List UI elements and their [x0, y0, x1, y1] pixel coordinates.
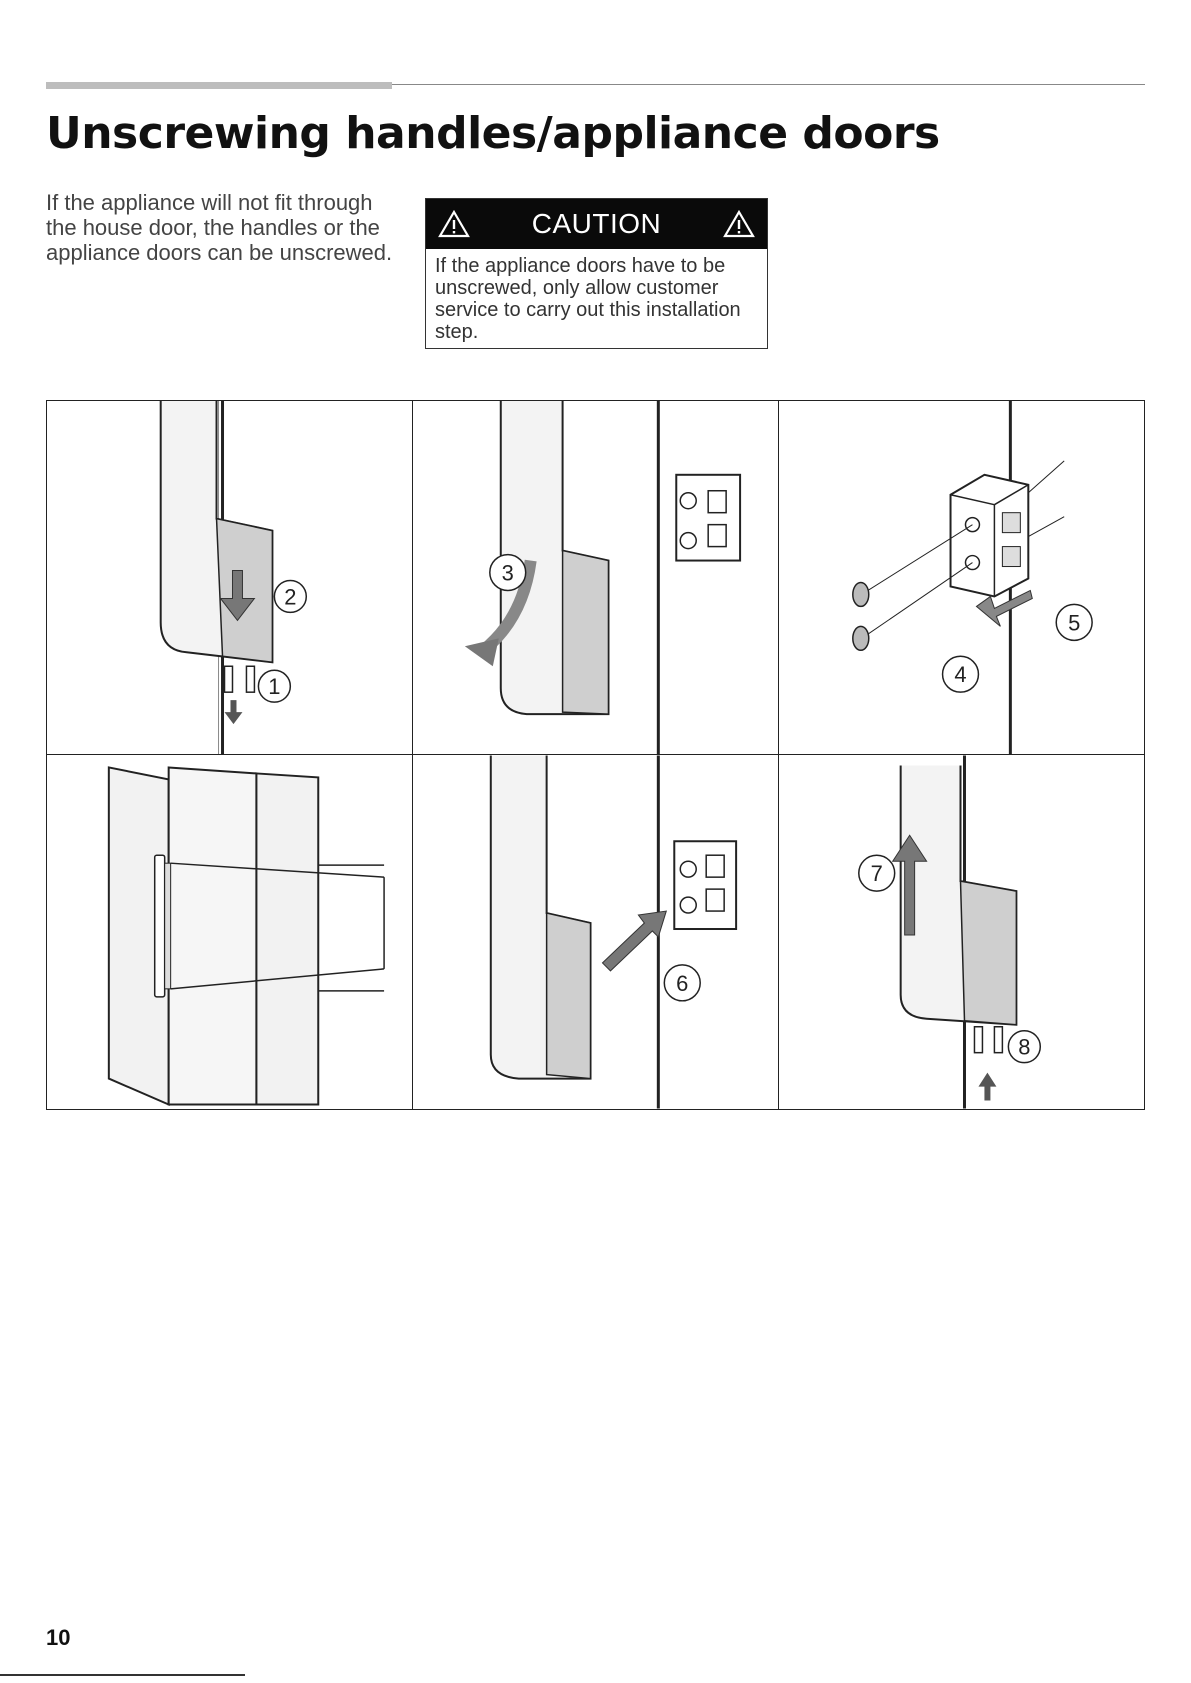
illustration-panel-3	[779, 401, 1144, 755]
illustration-panel-1	[47, 401, 413, 755]
illustration-panel-5	[413, 755, 779, 1109]
header-rule-accent	[46, 82, 392, 89]
block-attach-illustration	[413, 755, 778, 1109]
handle-removal-illustration	[47, 401, 412, 754]
step-number-6: 6	[676, 970, 689, 996]
step-number-5: 5	[1068, 610, 1081, 636]
caution-header	[426, 199, 767, 249]
illustration-grid	[46, 400, 1145, 1110]
caution-label: CAUTION	[531, 208, 662, 239]
handle-refit-illustration	[779, 755, 1144, 1109]
header-rule-line	[392, 84, 1145, 85]
step-number-8: 8	[1018, 1034, 1031, 1060]
illustration-panel-4	[47, 755, 413, 1109]
step-number-7: 7	[870, 861, 883, 887]
door-overview-illustration	[47, 755, 412, 1109]
warning-triangle-icon	[438, 210, 470, 238]
illustration-panel-2	[413, 401, 779, 755]
caution-box	[425, 198, 768, 349]
caution-text: If the appliance doors have to be unscrewed, only allow customer service to carry out this installation step.	[435, 255, 741, 343]
illustration-panel-6	[779, 755, 1144, 1109]
step-number-4: 4	[954, 662, 967, 688]
step-number-2: 2	[284, 584, 297, 610]
warning-triangle-icon	[723, 210, 755, 238]
step-number-1: 1	[268, 674, 281, 700]
page-number: 10	[46, 1625, 71, 1650]
page-title: Unscrewing handles/appliance doors	[46, 108, 940, 159]
mounting-block-illustration	[779, 401, 1144, 754]
step-number-3: 3	[501, 560, 514, 586]
handle-lift-illustration	[413, 401, 778, 754]
footer-rule	[0, 1674, 245, 1676]
intro-paragraph: If the appliance will not fit through the house door, the handles or the appliance doors can be unscrewed.	[46, 190, 393, 265]
